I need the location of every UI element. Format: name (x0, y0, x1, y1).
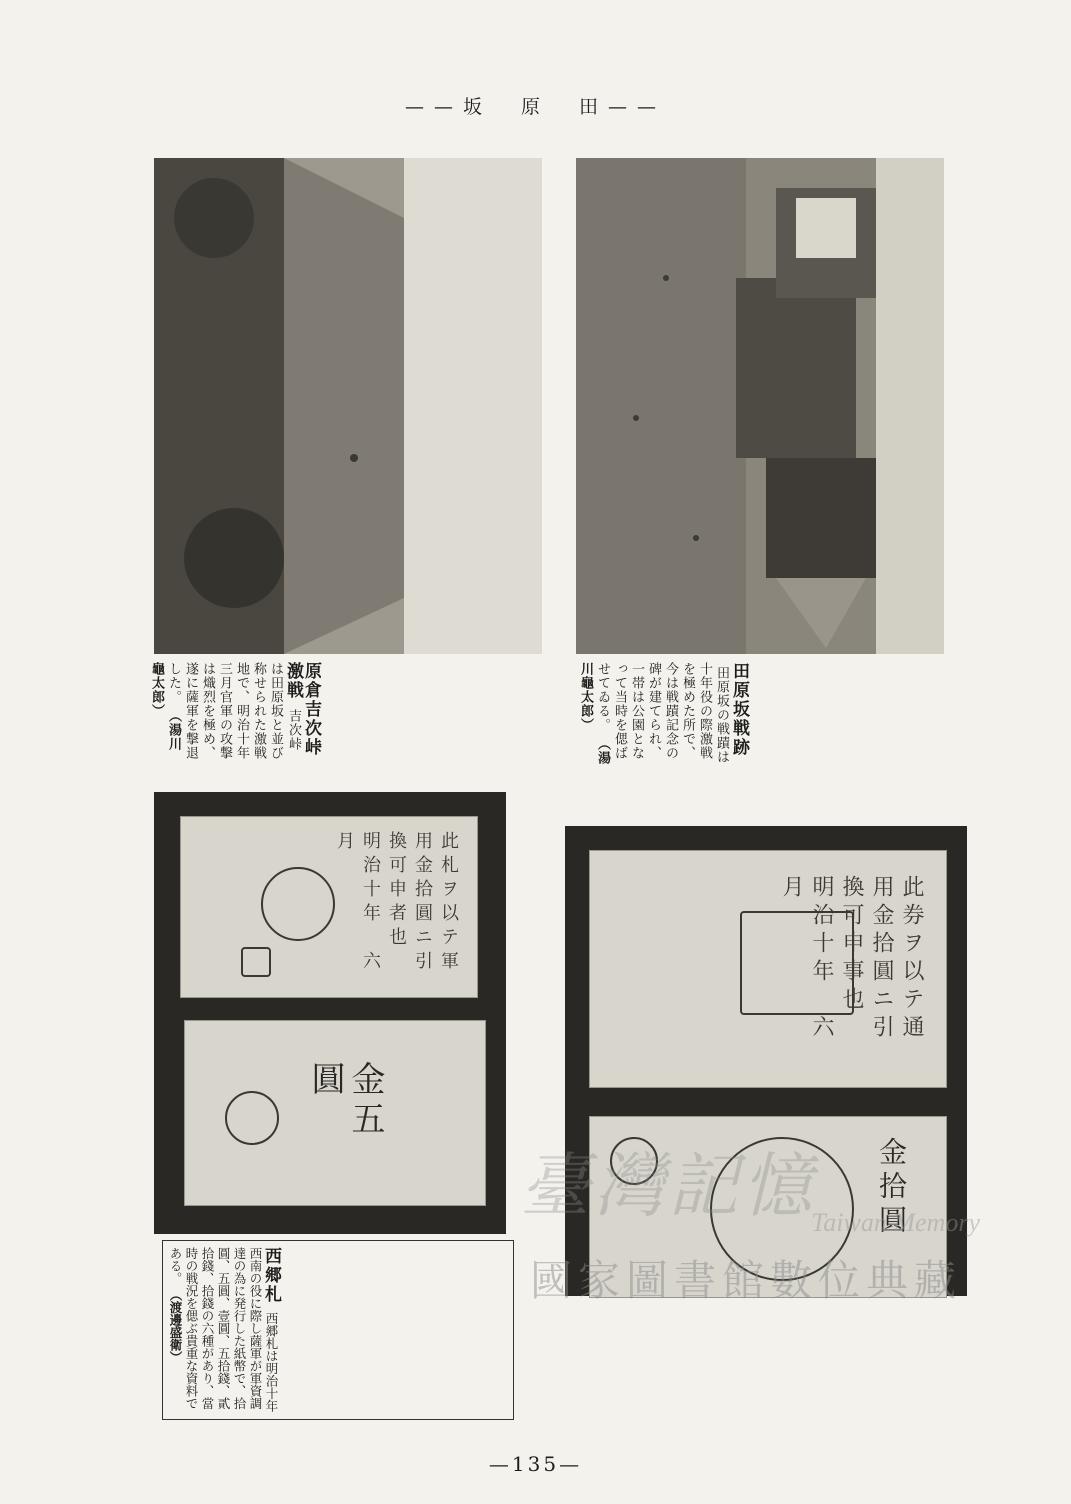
banknote-seal-icon (610, 1137, 658, 1185)
banknote-back (180, 816, 478, 998)
banknote-face-text: 金五圓 (305, 1061, 385, 1141)
banknote-seal-icon (261, 867, 335, 941)
photo-tabaruzaka-village (576, 158, 944, 654)
photo-harakura-landscape (154, 158, 542, 654)
caption-title: 原倉吉次峠激戦 (283, 662, 321, 757)
photo-saigo-notes-left (154, 792, 506, 1234)
caption-title: 西郷札 (261, 1247, 281, 1304)
caption-credit: （渡邊盛衛） (168, 1288, 183, 1364)
banknote-seal-icon (225, 1091, 279, 1145)
banknote-text: 此札ヲ以テ軍用金拾圓ニ引換可申者也 明治十年 六月 (334, 831, 459, 975)
caption-body: 吉次峠は田原坂と並び称せられた激戦地で、明治十年三月官軍の攻撃は熾烈を極め、遂に薩軍を撃退した。 (166, 662, 301, 760)
caption-saigo-notes (162, 1240, 514, 1420)
watermark-english: Taiwan Memory (811, 1208, 980, 1237)
photo-saigo-notes-right (565, 826, 967, 1296)
banknote-stamp-icon (241, 947, 271, 977)
watermark-top: 臺灣記憶 (520, 1145, 816, 1227)
banknote-text: 此券ヲ以テ通用金拾圓ニ引換可申事也 明治十年 六月 (779, 875, 924, 1043)
banknote-face-text: 金拾圓 (875, 1137, 908, 1239)
running-head: ——坂 原 田—— (404, 96, 666, 118)
village-photo-image (576, 158, 944, 654)
banknote-face (589, 1116, 947, 1298)
caption-title: 田原坂戦跡 (729, 662, 749, 757)
caption-tabaruzaka (578, 662, 749, 772)
caption-body: 田原坂の戦蹟は十年役の際激戦を極めた所で、今は戦蹟記念の碑が建てられ、一帯は公園となって当時を偲ばせてゐる。 (595, 662, 729, 764)
page-number: —135— (488, 1452, 583, 1476)
banknote-seal-icon (710, 1137, 854, 1281)
caption-harakura (149, 662, 321, 762)
landscape-photo-image (154, 158, 542, 654)
watermark-bottom: 國家圖書館數位典藏 (530, 1256, 963, 1305)
caption-body: 西郷札は明治十年西南の役に際し薩軍が軍資調達の為に発行した紙幣で、拾圓、五圓、壹圓、五拾錢、貳拾錢、拾錢の六種があり、當時の戦況を偲ぶ貴重な資料である。 (168, 1247, 279, 1412)
caption-credit: （湯川龜太郎） (149, 662, 181, 752)
caption-saigo-inner (167, 1247, 279, 1413)
banknote-face (184, 1020, 486, 1206)
banknote-stamp-icon (740, 911, 854, 1015)
caption-credit: （湯川龜太郎） (578, 662, 610, 766)
banknote-back (589, 850, 947, 1088)
